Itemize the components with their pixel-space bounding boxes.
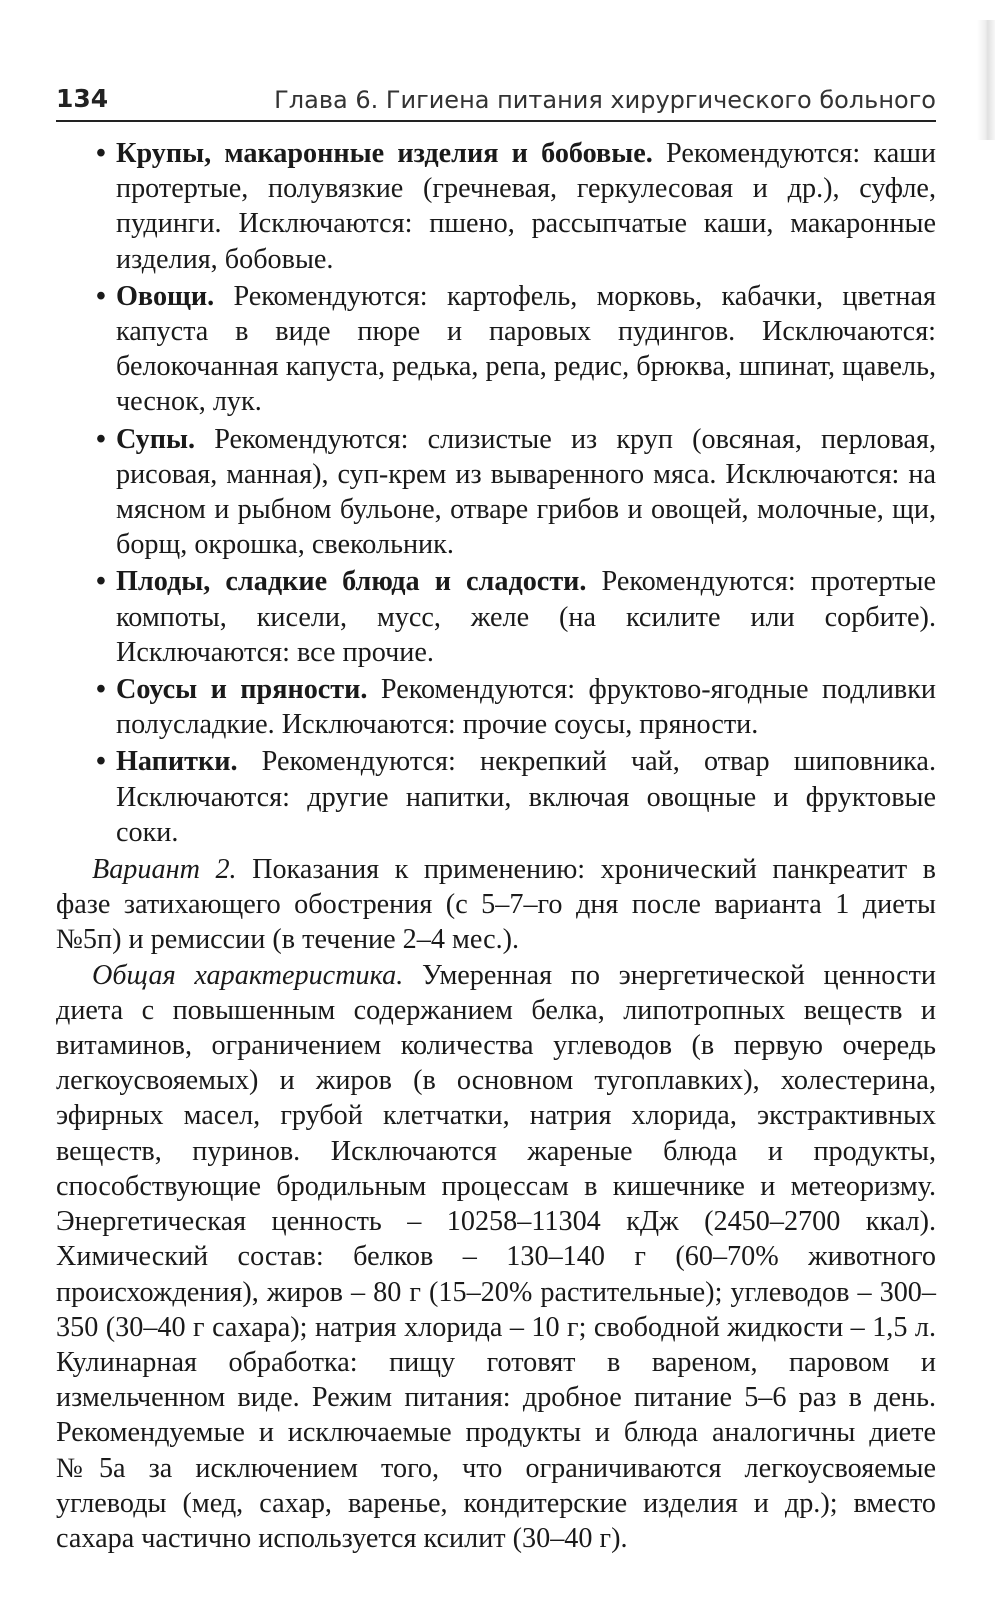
item-title: Супы. [116,423,196,455]
general-paragraph [56,958,936,1556]
item-text: Рекомендуются: некрепкий чай, отвар шиповника. Исключаются: другие напитки, включая овощные и фруктовые соки. [116,746,936,848]
list-item [56,422,936,563]
food-list [56,136,936,850]
page-number: 134 [56,84,109,113]
bullet-icon: • [96,566,106,598]
bullet-icon: • [96,423,106,455]
item-title: Соусы и пряности. [116,674,368,706]
item-text: Рекомендуются: каши протертые, полувязкие (гречневая, геркулесовая и др.), суфле, пудинги. Исключаются: пшено, рассыпчатые каши, макаронные изделия, бобовые. [116,138,936,275]
bullet-icon: • [96,138,106,169]
item-text: Рекомендуются: фруктово-ягодные подливки полусладкие. Исключаются: прочие соусы, пряности. [116,674,936,741]
list-item [56,744,936,850]
item-text: Рекомендуются: слизистые из круп (овсяная, перловая, рисовая, манная), суп-крем из вываренного мяса. Исключаются: на мясном и рыбном бульоне, отваре грибов и овощей, молочные, щи, борщ, окрошка, свекольник. [116,423,936,561]
general-text: Умеренная по энергетической ценности диета с повышенным содержанием белка, липотропных веществ и витаминов, ограничением количества углеводов (в первую очередь легкоусвояемых) и жиров (в основном тугоплавких), холестерина, эфирных масел, грубой клетчатки, натрия хлорида, экстрактивных веществ, пуринов. Исключаются жареные блюда и продукты, способствующие бродильным процессам в кишечнике и метеоризму. Энергетическая ценность – 10258–11304 кДж (2450–2700 ккал). Химический состав: белков – 130–140 г (60–70% животного происхождения), жиров – 80 г (15–20% растительные); углеводов – 300–350 (30–40 г сахара); натрия хлорида – 10 г; свободной жидкости – 1,5 л. Кулинарная обработка: пищу готовят в вареном, паровом и измельченном виде. Режим питания: дробное питание 5–6 раз в день. Рекомендуемые и исключаемые продукты и блюда аналогичны диете №5а за исключением того, что ограничиваются легкоусвояемые углеводы (мед, сахар, варенье, кондитерские изделия и др.); вместо сахара частично используется ксилит (30–40 г). [56,959,936,1554]
page-body [56,136,936,1556]
bullet-icon: • [96,674,106,706]
variant-lead: Вариант 2. [92,854,237,886]
bullet-icon: • [96,280,106,312]
variant-text: Показания к применению: хронический панкреатит в фазе затихающего обострения (с 5–7–го дня после варианта 1 диеты №5п) и ремиссии (в течение 2–4 мес.). [56,854,936,956]
list-item [56,564,936,670]
page-header [56,80,936,122]
list-item [56,279,936,420]
item-title: Крупы, макаронные изделия и бобовые. [116,138,653,169]
bullet-icon: • [96,746,106,778]
item-title: Овощи. [116,280,215,312]
variant-paragraph [56,852,936,958]
scan-edge-shadow [977,20,995,140]
item-title: Напитки. [116,746,238,778]
item-title: Плоды, сладкие блюда и сладости. [116,566,587,598]
list-item [56,672,936,742]
item-text: Рекомендуются: картофель, морковь, кабачки, цветная капуста в виде пюре и паровых пудингов. Исключаются: белокочанная капуста, редька, репа, редис, брюква, шпинат, щавель, чеснок, лук. [116,280,936,418]
general-lead: Общая характеристика. [92,959,404,991]
running-title: Глава 6. Гигиена питания хирургического больного [274,86,936,114]
item-text: Рекомендуются: протертые компоты, кисели, мусс, желе (на ксилите или сорбите). Исключаются: все прочие. [116,566,936,668]
list-item [56,136,936,277]
